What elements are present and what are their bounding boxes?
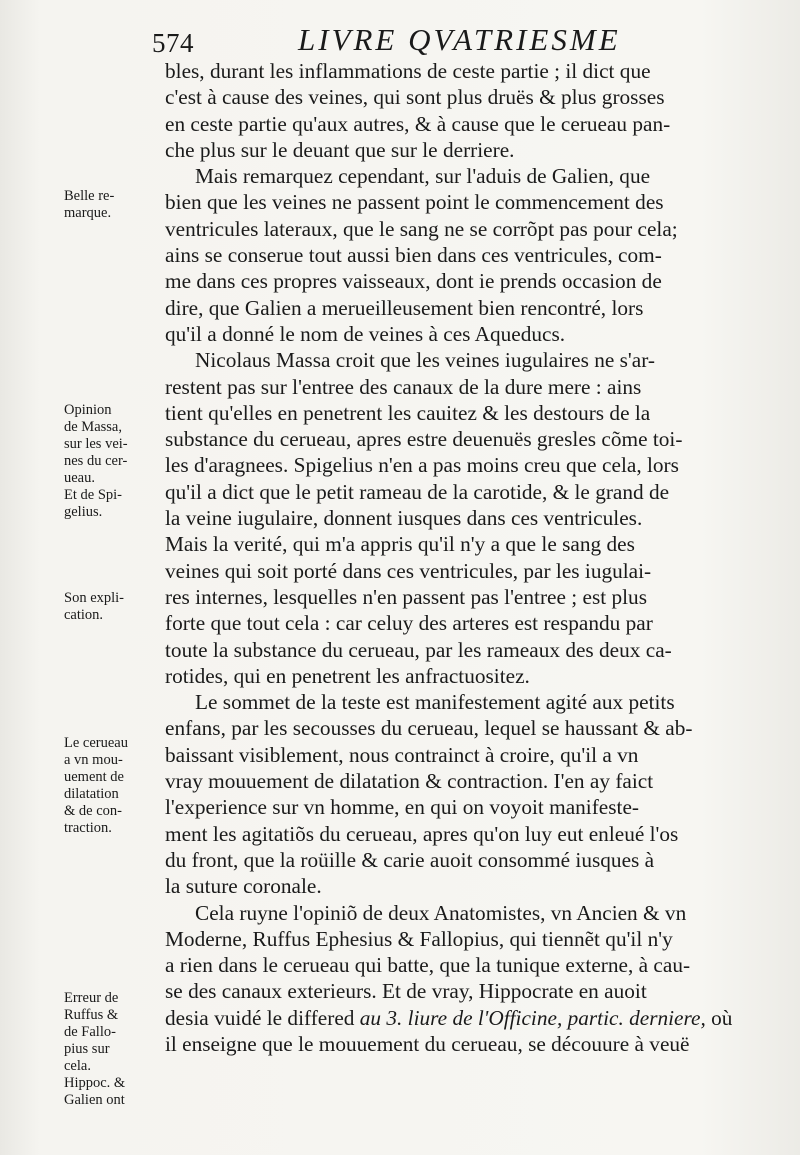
- text-line: me dans ces propres vaisseaux, dont ie prends occasion de: [165, 269, 662, 294]
- margin-note-line: a vn mou-: [64, 752, 123, 768]
- text-line: Nicolaus Massa croit que les veines iugulaires ne s'ar-: [195, 348, 655, 373]
- margin-note-line: sur les vei-: [64, 436, 128, 452]
- text-segment: desia vuidé le differed: [165, 1005, 355, 1030]
- margin-note-erreur-ruffus: [64, 990, 164, 1109]
- text-line: enfans, par les secousses du cerueau, lequel se haussant & ab-: [165, 716, 693, 741]
- margin-note-line: cela.: [64, 1058, 91, 1074]
- text-line: Moderne, Ruffus Ephesius & Fallopius, qui tiennẽt qu'il n'y: [165, 926, 673, 951]
- margin-note-line: Ruffus &: [64, 1007, 119, 1023]
- margin-note-line: Et de Spi-: [64, 487, 122, 503]
- text-line: les d'aragnees. Spigelius n'en a pas moins creu que cela, lors: [165, 453, 679, 478]
- margin-note-line: Le cerueau: [64, 735, 128, 751]
- margin-note-line: gelius.: [64, 504, 103, 520]
- body-text: [165, 58, 770, 1057]
- text-line: veines qui soit porté dans ces ventricules, par les iugulai-: [165, 558, 652, 583]
- margin-note-line: uement de: [64, 769, 124, 785]
- text-line: substance du cerueau, apres estre deuenuës gresles cõme toi-: [165, 427, 683, 452]
- margin-note-line: Belle re-: [64, 188, 115, 204]
- text-line: en ceste partie qu'aux autres, & à cause que le cerueau pan-: [165, 111, 671, 136]
- margin-note-line: Hippoc. &: [64, 1075, 126, 1091]
- text-line: se des canaux exterieurs. Et de vray, Hippocrate en auoit: [165, 979, 647, 1004]
- margin-note-line: Erreur de: [64, 990, 119, 1006]
- text-line: il enseigne que le mouuement du cerueau, se découure à veuë: [165, 1031, 690, 1056]
- running-head: LIVRE QVATRIESME: [298, 22, 621, 57]
- text-line: du front, que la roüille & carie auoit consommé iusques à: [165, 847, 655, 872]
- text-line: tient qu'elles en penetrent les cauitez & les destours de la: [165, 400, 651, 425]
- text-line: bien que les veines ne passent point le commencement des: [165, 190, 664, 215]
- margin-note-son-explication: [64, 590, 164, 624]
- text-line: qu'il a donné le nom de veines à ces Aqueducs.: [165, 321, 566, 346]
- text-line: la suture coronale.: [165, 874, 322, 899]
- text-line: Cela ruyne l'opiniõ de deux Anatomistes, vn Ancien & vn: [195, 900, 687, 925]
- text-line: Mais remarquez cependant, sur l'aduis de Galien, que: [195, 164, 651, 189]
- text-line: ventricules lateraux, que le sang ne se corrõpt pas pour cela;: [165, 216, 678, 241]
- text-line: bles, durant les inflammations de ceste partie ; il dict que: [165, 59, 651, 83]
- margin-note-line: cation.: [64, 607, 104, 623]
- margin-note-line: & de con-: [64, 803, 122, 819]
- text-line: res internes, lesquelles n'en passent pas l'entree ; est plus: [165, 584, 647, 609]
- margin-note-line: Opinion: [64, 402, 112, 418]
- text-line: baissant visiblement, nous contrainct à croire, qu'il a vn: [165, 742, 639, 767]
- text-segment: où: [705, 1005, 733, 1030]
- text-line: restent pas sur l'entree des canaux de la dure mere : ains: [165, 374, 642, 399]
- text-line: Mais la verité, qui m'a appris qu'il n'y a que le sang des: [165, 532, 635, 557]
- margin-note-line: Son expli-: [64, 590, 125, 606]
- page-number: 574: [152, 28, 194, 58]
- text-line: ains se conserue tout aussi bien dans ces ventricules, com-: [165, 243, 662, 268]
- text-line: qu'il a dict que le petit rameau de la carotide, & le grand de: [165, 479, 670, 504]
- page-header: [0, 22, 800, 62]
- margin-note-line: dilatation: [64, 786, 119, 802]
- text-line: rotides, qui en penetrent les anfractuositez.: [165, 663, 530, 688]
- text-line: che plus sur le deuant que sur le derriere.: [165, 137, 515, 162]
- text-line: Le sommet de la teste est manifestement agité aux petits: [195, 690, 675, 715]
- margin-note-line: de Massa,: [64, 419, 122, 435]
- text-line-with-citation: [165, 1005, 770, 1031]
- text-line: forte que tout cela : car celuy des arteres est respandu par: [165, 611, 653, 636]
- margin-note-line: traction.: [64, 820, 112, 836]
- text-line: toute la substance du cerueau, par les rameaux des deux ca-: [165, 637, 672, 662]
- text-line: ment les agitatiõs du cerueau, apres qu'on luy eut enleué l'os: [165, 821, 679, 846]
- margin-note-line: Galien ont: [64, 1092, 125, 1108]
- margin-note-line: ueau.: [64, 470, 95, 486]
- text-line: l'experience sur vn homme, en qui on voyoit manifeste-: [165, 795, 640, 820]
- citation-italic: au 3. liure de l'Officine, partic. derniere,: [359, 1005, 706, 1030]
- margin-note-line: nes du cer-: [64, 453, 128, 469]
- margin-note-line: pius sur: [64, 1041, 110, 1057]
- margin-note-line: marque.: [64, 205, 112, 221]
- text-line: dire, que Galien a merueilleusement bien rencontré, lors: [165, 295, 644, 320]
- margin-note-line: de Fallo-: [64, 1024, 116, 1040]
- margin-note-opinion-massa: [64, 402, 164, 521]
- text-line: a rien dans le cerueau qui batte, que la tunique externe, à cau-: [165, 953, 691, 978]
- margin-note-cerueau-mouuement: [64, 735, 164, 837]
- margin-note-belle-remarque: [64, 188, 164, 222]
- text-line: la veine iugulaire, donnent iusques dans ces ventricules.: [165, 506, 643, 531]
- text-line: vray mouuement de dilatation & contraction. I'en ay faict: [165, 769, 654, 794]
- text-line: c'est à cause des veines, qui sont plus druës & plus grosses: [165, 85, 665, 110]
